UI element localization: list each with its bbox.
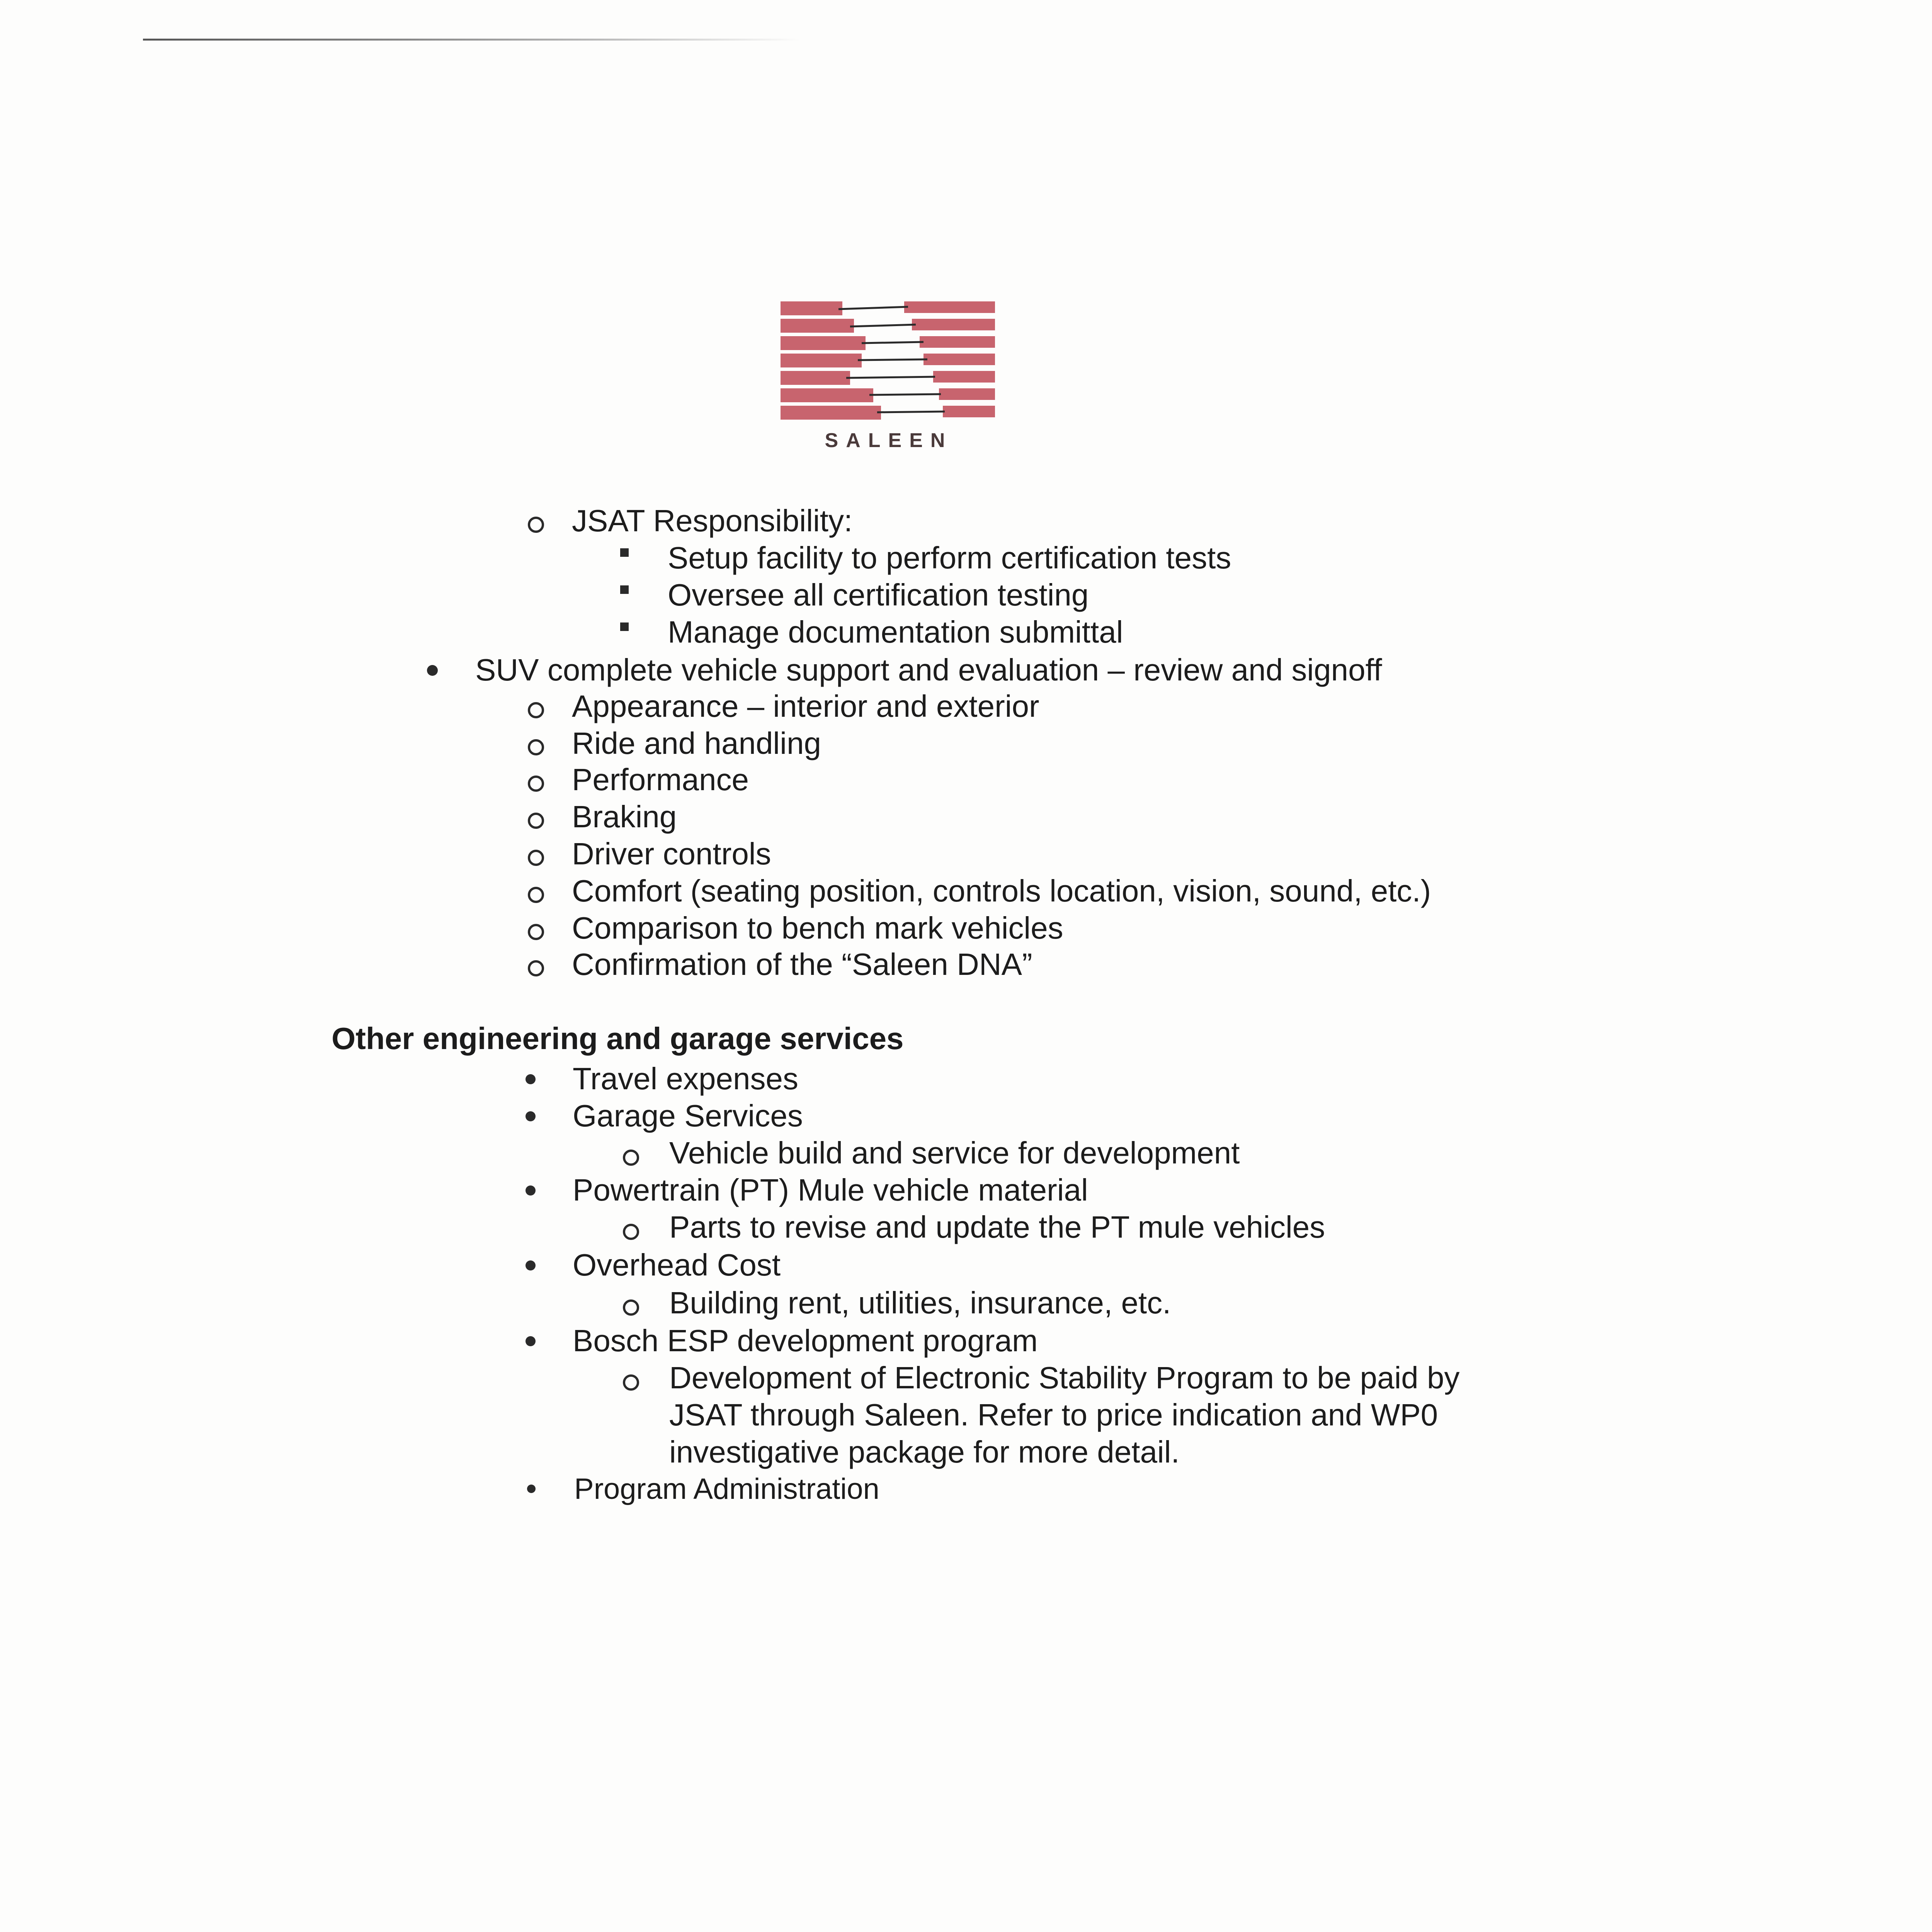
filled-bullet-icon [526,1185,536,1196]
hollow-bullet-icon [528,850,544,866]
hollow-bullet-icon [528,924,544,940]
suv-support-label: SUV complete vehicle support and evaluation – review and signoff [475,653,1382,687]
hollow-bullet-icon [528,739,544,755]
square-bullet-icon [620,622,629,631]
scan-artifact-top-rule [143,39,800,41]
saleen-logo-mark [781,298,997,425]
suv-item-braking: Braking [572,799,677,834]
hollow-bullet-icon [528,887,544,903]
square-bullet-icon [620,548,629,557]
suv-item-driver-controls: Driver controls [572,837,771,871]
item-bosch: Bosch ESP development program [573,1323,1038,1358]
suv-item-ride: Ride and handling [572,726,821,760]
square-bullet-icon [620,585,629,594]
item-powertrain-sub: Parts to revise and update the PT mule vehicles [669,1210,1325,1244]
hollow-bullet-icon [528,960,544,976]
hollow-bullet-icon [528,702,544,718]
suv-item-performance: Performance [572,762,749,797]
suv-item-comfort: Comfort (seating position, controls location, vision, sound, etc.) [572,874,1431,908]
item-overhead-sub: Building rent, utilities, insurance, etc. [669,1286,1171,1320]
jsat-item-oversee: Oversee all certification testing [668,578,1089,612]
saleen-wordmark: SALEEN [825,429,953,452]
suv-item-comparison: Comparison to bench mark vehicles [572,911,1063,945]
filled-bullet-icon [527,1485,536,1493]
filled-bullet-icon [526,1111,536,1121]
hollow-bullet-icon [528,776,544,792]
filled-bullet-icon [526,1074,536,1084]
item-bosch-sub-line-1: Development of Electronic Stability Program to be paid by [669,1361,1460,1395]
item-powertrain: Powertrain (PT) Mule vehicle material [573,1173,1088,1207]
item-overhead: Overhead Cost [573,1248,781,1282]
hollow-bullet-icon [528,813,544,829]
jsat-responsibility-label: JSAT Responsibility: [572,503,853,538]
filled-bullet-icon [427,665,438,676]
saleen-logo [781,298,997,456]
item-bosch-sub-line-3: investigative package for more detail. [669,1435,1180,1469]
hollow-bullet-icon [623,1299,639,1316]
item-garage: Garage Services [573,1099,803,1133]
hollow-bullet-icon [623,1224,639,1240]
section-heading: Other engineering and garage services [332,1021,904,1056]
filled-bullet-icon [526,1260,536,1270]
suv-item-dna: Confirmation of the “Saleen DNA” [572,947,1032,981]
item-garage-sub: Vehicle build and service for development [669,1136,1240,1170]
jsat-item-setup: Setup facility to perform certification tests [668,541,1231,575]
hollow-bullet-icon [623,1374,639,1391]
suv-item-appearance: Appearance – interior and exterior [572,689,1039,723]
item-bosch-sub-line-2: JSAT through Saleen. Refer to price indication and WP0 [669,1398,1438,1432]
hollow-bullet-icon [528,517,544,533]
jsat-item-manage: Manage documentation submittal [668,615,1123,649]
item-admin: Program Administration [574,1473,879,1505]
item-travel: Travel expenses [573,1061,798,1096]
hollow-bullet-icon [623,1150,639,1166]
filled-bullet-icon [526,1336,536,1346]
